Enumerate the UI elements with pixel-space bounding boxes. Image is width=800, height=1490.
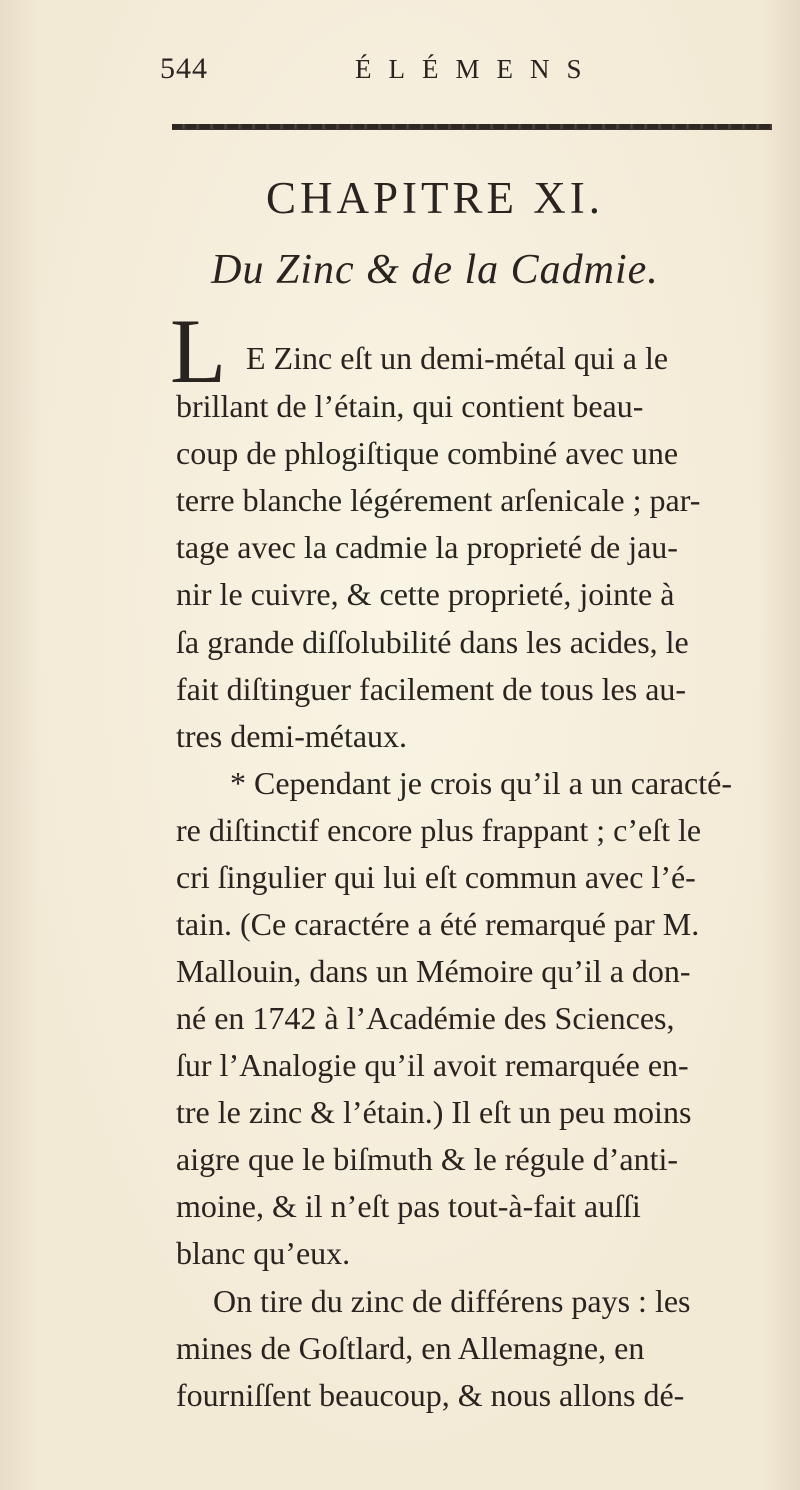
text-line: mines de Goſtlard, en Allemagne, en [176,1330,645,1366]
text-line: fourniſſent beaucoup, & nous allons dé- [176,1377,685,1413]
running-head [160,52,640,92]
text-line: terre blanche légérement arſenicale ; par- [176,482,701,518]
text-line: blanc qu’eux. [176,1235,351,1271]
text-line: tage avec la cadmie la proprieté de jau- [176,529,678,565]
text-line: moine, & il n’eſt pas tout-à-fait auſſi [176,1188,641,1224]
text-line: nir le cuivre, & cette proprieté, jointe à [176,576,675,612]
text-line: tres demi-métaux. [176,718,408,754]
text-line: * Cependant je crois qu’il a un caracté- [230,765,732,801]
text-line: aigre que le biſmuth & le régule d’anti- [176,1141,679,1177]
text-line: tre le zinc & l’étain.) Il eſt un peu moins [176,1094,692,1130]
text-line: brillant de l’étain, qui contient beau- [176,388,644,424]
ornamental-rule [172,124,772,130]
text-line: ſa grande diſſolubilité dans les acides, le [176,624,689,660]
text-line: On tire du zinc de différens pays : les [213,1283,691,1319]
page-number: 544 [160,52,208,85]
chapter-subtitle: Du Zinc & de la Cadmie. [211,247,659,293]
text-line: fait diſtinguer facilement de tous les au- [176,671,687,707]
text-line: Mallouin, dans un Mémoire qu’il a don- [176,953,691,989]
text-line: E Zinc eſt un demi-métal qui a le [246,340,669,376]
drop-cap: L [170,300,227,402]
running-title: ÉLÉMENS [355,54,599,84]
text-line: coup de phlogiſtique combiné avec une [176,435,679,471]
text-line: ſur l’Analogie qu’il avoit remarquée en- [176,1047,689,1083]
text-line: né en 1742 à l’Académie des Sciences, [176,1000,675,1036]
text-line: cri ſingulier qui lui eſt commun avec l’é- [176,859,696,895]
text-line: re diſtinctif encore plus frappant ; c’eſt le [176,812,702,848]
chapter-title: CHAPITRE XI. [266,173,604,223]
text-line: tain. (Ce caractére a été remarqué par M. [176,906,700,942]
